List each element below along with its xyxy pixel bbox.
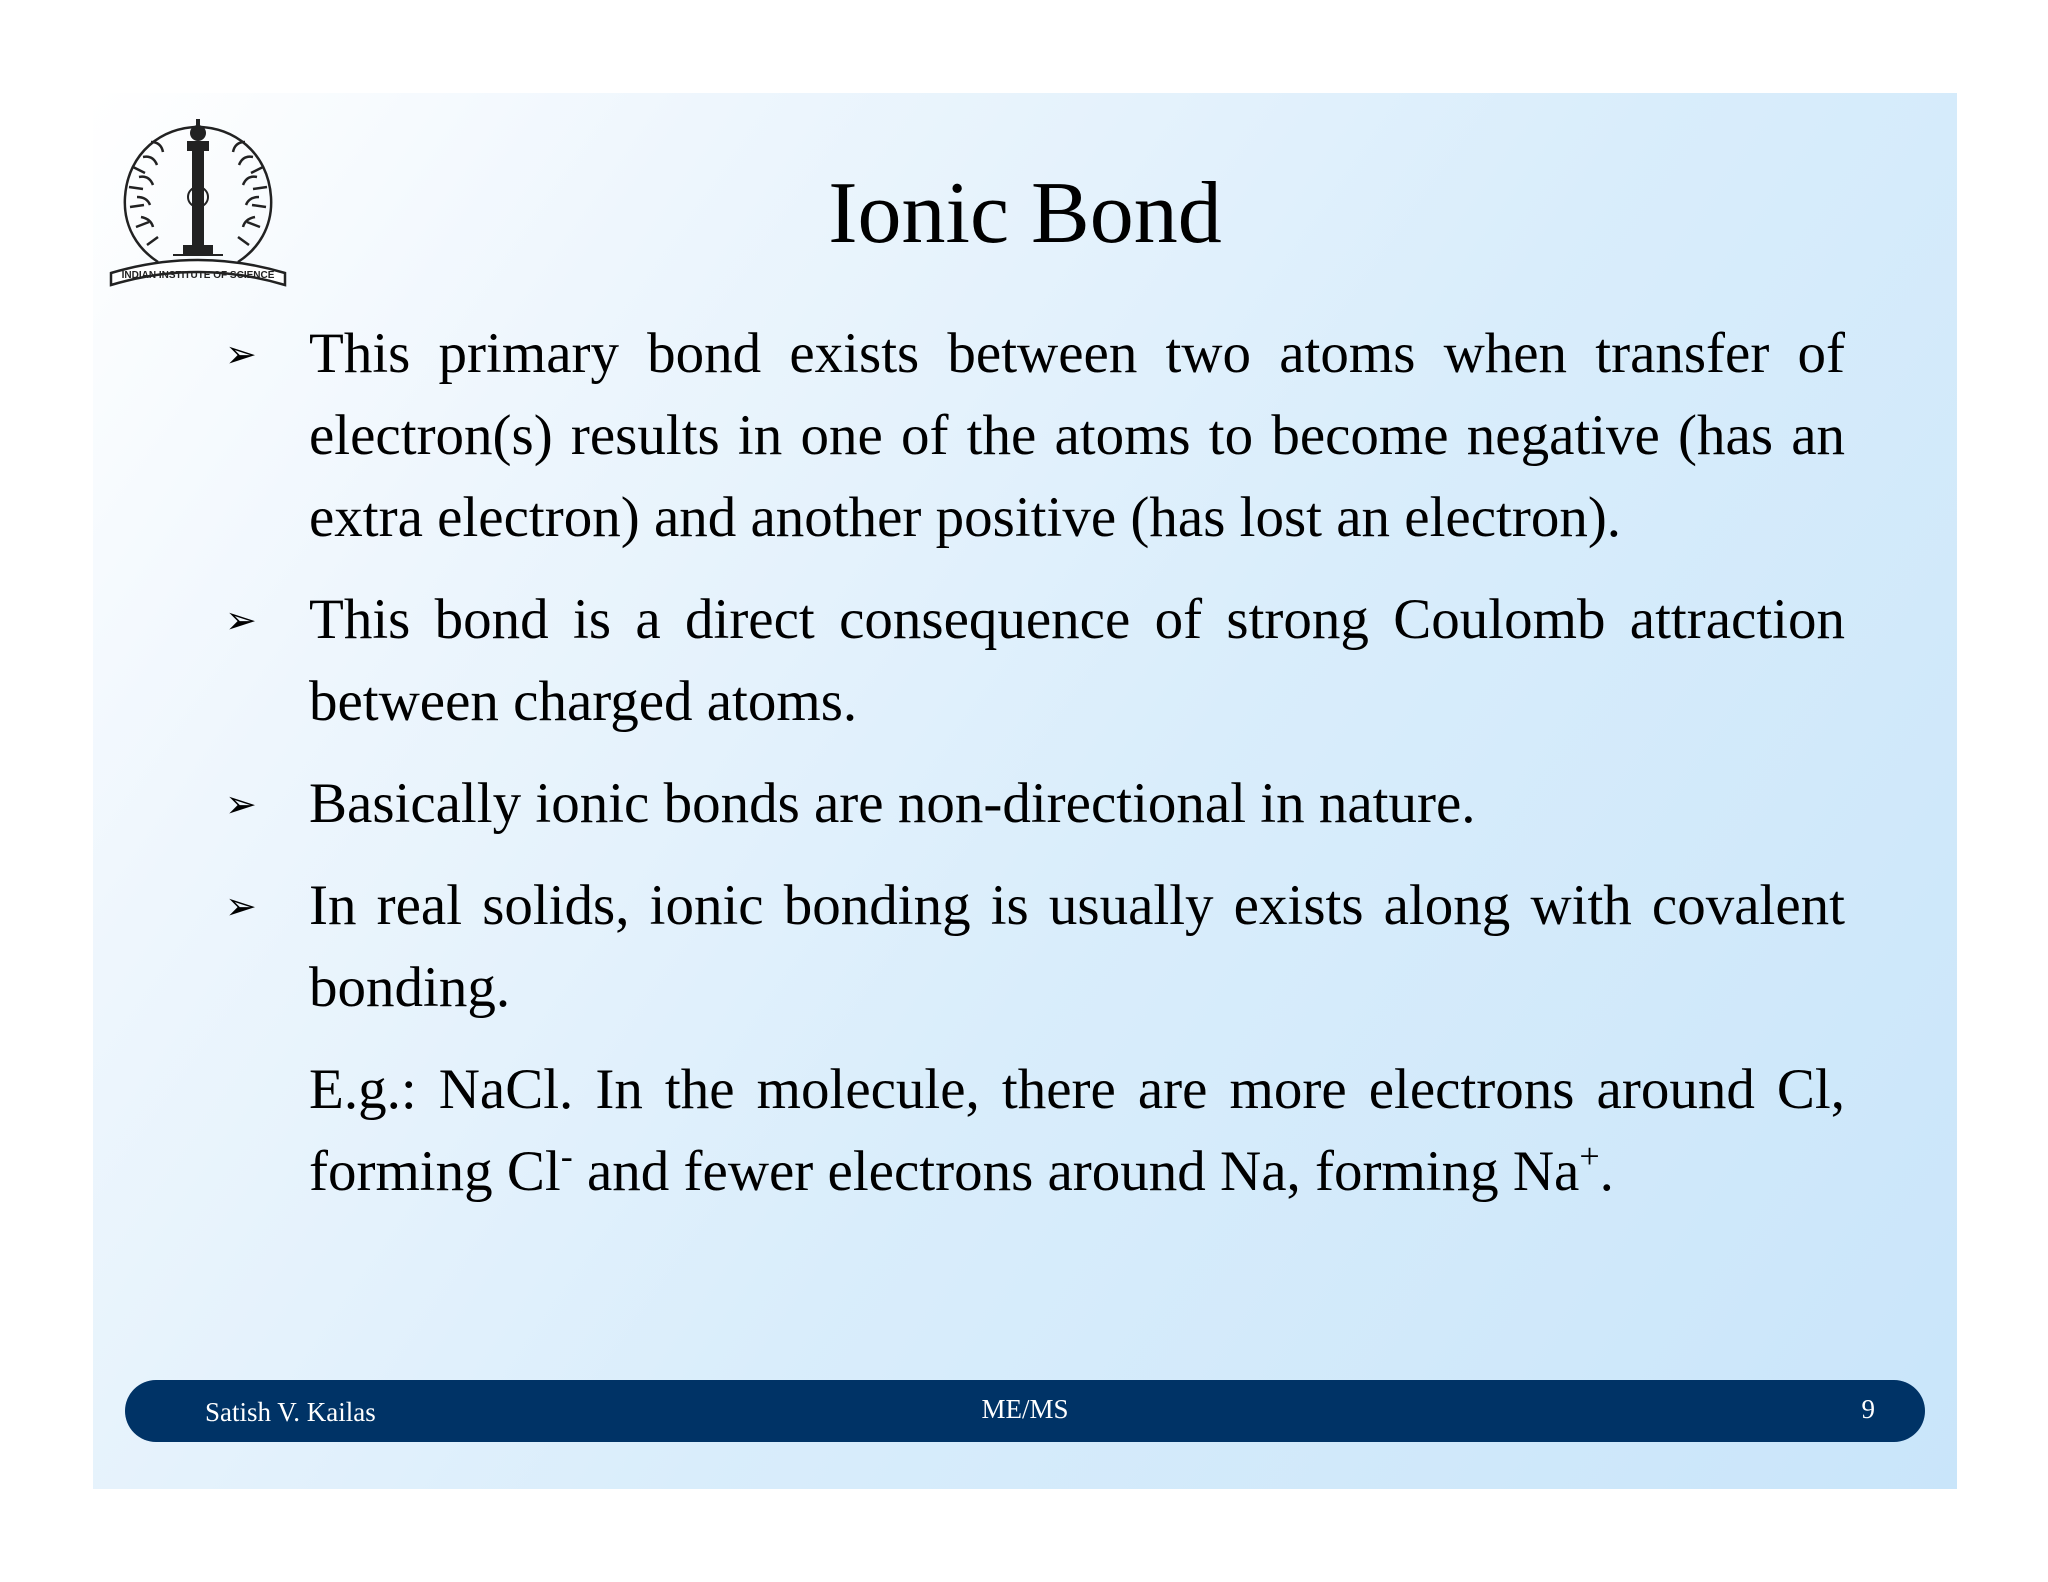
page-number: 9 — [1861, 1394, 1875, 1424]
arrowhead-bullet-icon: ➢ — [225, 884, 257, 928]
slide — [93, 93, 1957, 1489]
arrowhead-bullet-icon: ➢ — [225, 782, 257, 826]
chloride-charge: - — [560, 1136, 573, 1176]
arrowhead-bullet-icon: ➢ — [225, 332, 257, 376]
footer-course: ME/MS — [981, 1394, 1069, 1424]
example-text — [309, 1049, 1845, 1213]
arrowhead-bullet-icon: ➢ — [225, 598, 257, 642]
logo-text: INDIAN INSTITUTE OF SCIENCE — [121, 270, 275, 281]
footer-bar — [125, 1380, 1925, 1442]
bullet-text: In real solids, ionic bonding is usually exists along with covalent bonding. — [309, 874, 1845, 1019]
bullet-item — [225, 579, 1845, 743]
bullet-text: This bond is a direct consequence of strong Coulomb attraction between charged atoms. — [309, 588, 1845, 733]
sodium-charge: + — [1579, 1136, 1600, 1176]
bullet-text: Basically ionic bonds are non-directional in nature. — [309, 772, 1476, 835]
bullet-item — [225, 763, 1845, 845]
bullet-list — [225, 313, 1845, 1213]
example-part-2: and fewer electrons around Na, forming Na — [572, 1140, 1580, 1203]
bullet-text: This primary bond exists between two atoms when transfer of electron(s) results in one of the atoms to become negative (has an extra electron) and another positive (has lost an electron). — [309, 322, 1845, 549]
slide-title: Ionic Bond — [828, 165, 1222, 262]
bullet-item — [225, 865, 1845, 1029]
example-part-3: . — [1599, 1140, 1614, 1203]
footer-author: Satish V. Kailas — [205, 1397, 376, 1427]
example-part-1: E.g.: NaCl. In the molecule, there are more electrons around Cl, forming Cl — [309, 1058, 1845, 1203]
bullet-item — [225, 313, 1845, 559]
